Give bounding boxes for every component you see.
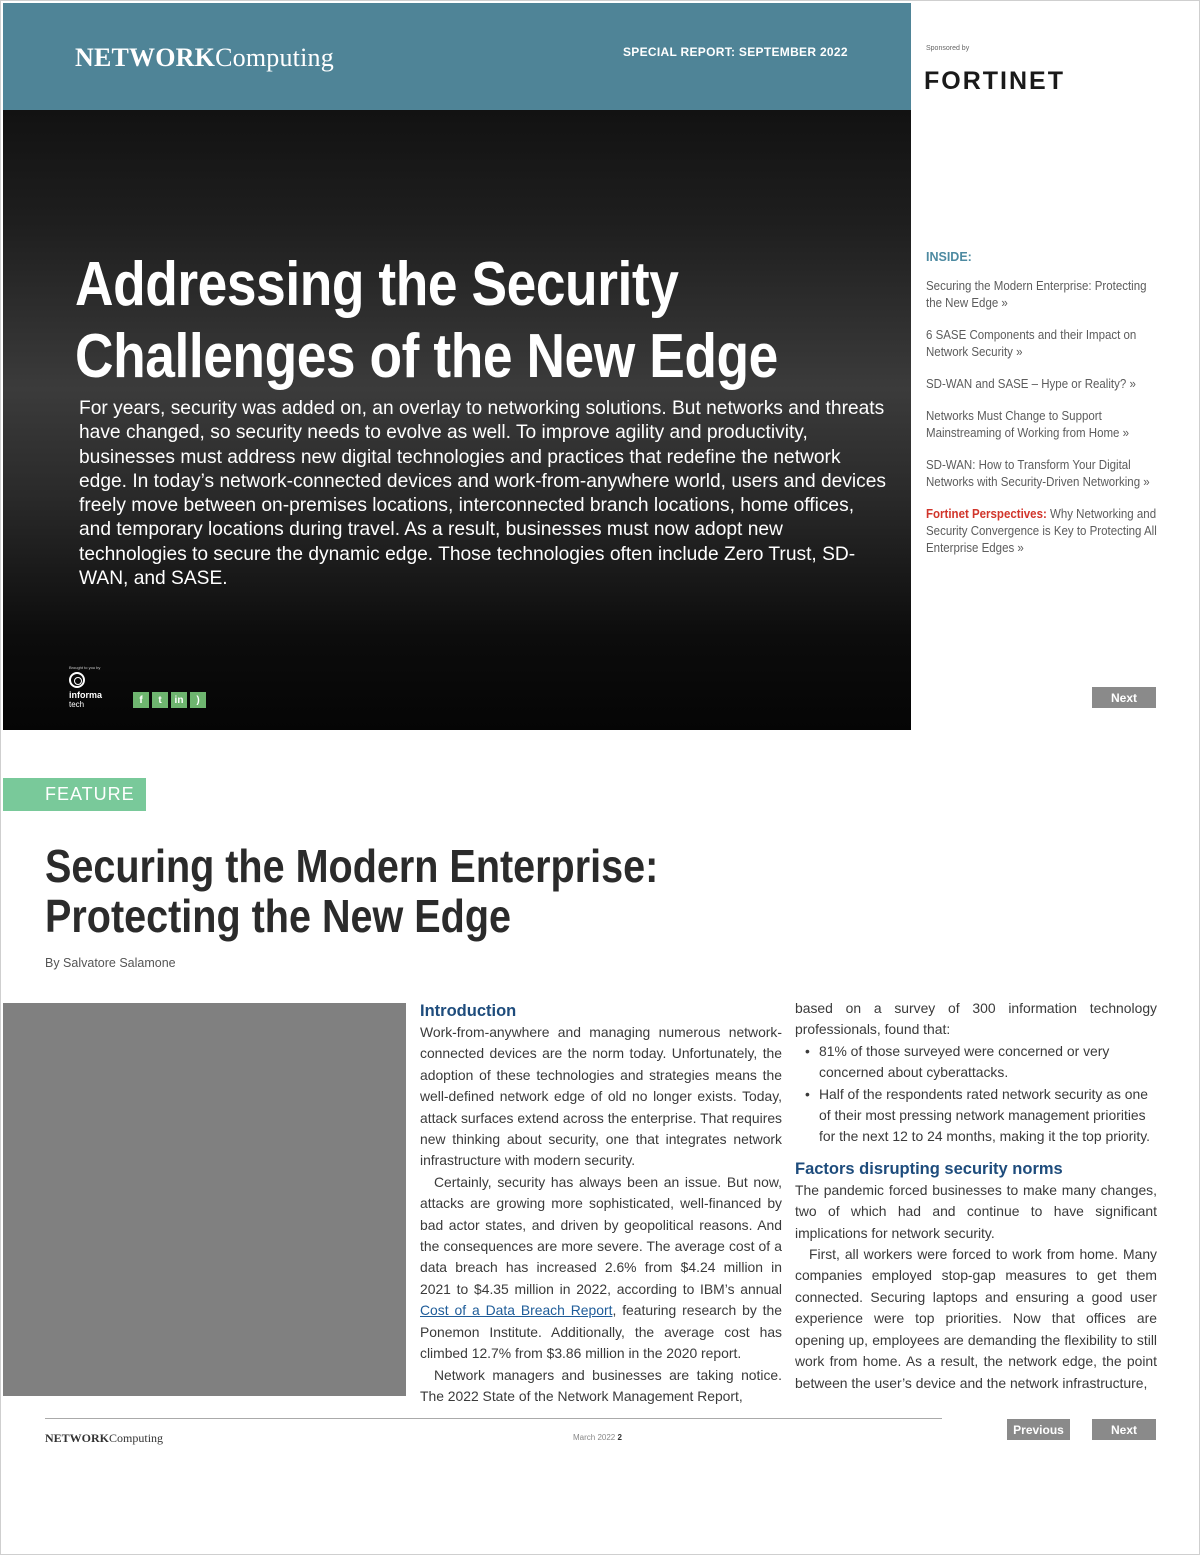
linkedin-icon[interactable]: in bbox=[171, 692, 187, 708]
intro-heading: Introduction bbox=[420, 1002, 517, 1020]
facebook-icon[interactable]: f bbox=[133, 692, 149, 708]
previous-button[interactable]: Previous bbox=[1007, 1419, 1070, 1440]
social-links bbox=[133, 692, 206, 708]
paragraph: Network managers and businesses are taking notice. The 2022 State of the Network Management Report, bbox=[420, 1366, 782, 1404]
toc-item[interactable]: 6 SASE Components and their Impact on Network Security » bbox=[926, 328, 1137, 359]
twitter-icon[interactable]: t bbox=[152, 692, 168, 708]
toc-item[interactable]: Fortinet Perspectives: Why Networking and Security Convergence is Key to Protecting All Enterprise Edges » bbox=[926, 507, 1157, 555]
paragraph: Certainly, security has always been an issue. But now, attacks are growing more sophisticated, well-financed by bad actor states, and driven by geopolitical reasons. And the consequences are more severe. The average cost of a data breach has increased 2.6% from $4.24 million in 2021 to $4.35 million in 2022, according to IBM’s annual Cost of a Data Breach Report, featuring research by the Ponemon Institute. Additionally, the average cost has climbed 12.7% from $3.86 million in the 2020 report. bbox=[420, 1173, 782, 1362]
article-column-2 bbox=[795, 998, 1157, 1394]
informa-logo-subtext: tech bbox=[69, 700, 85, 709]
fortinet-logo: FORTINET bbox=[924, 67, 1065, 95]
article-title: Securing the Modern Enterprise: Protecting the New Edge bbox=[45, 840, 659, 942]
paragraph: First, all workers were forced to work from home. Many companies employed stop-gap measures to get them connected. Securing laptops and ensuring a good user experience were top priorities. Now that offices are opening up, employees are demanding the flexibility to still work from home. As a result, the network edge, the point between the user’s device and the network infrastructure, bbox=[795, 1246, 1157, 1391]
list-item: • Half of the respondents rated network security as one of their most pressing network management priorities for the next 12 to 24 months, making it the top priority. bbox=[805, 1084, 1157, 1148]
toc-item[interactable]: SD-WAN: How to Transform Your Digital Networks with Security-Driven Networking » bbox=[926, 458, 1150, 489]
article-image-placeholder bbox=[3, 1003, 406, 1396]
byline: By Salvatore Salamone bbox=[45, 956, 176, 970]
special-report-label: SPECIAL REPORT: SEPTEMBER 2022 bbox=[623, 45, 848, 59]
footer-divider bbox=[45, 1418, 942, 1419]
informa-logo-text: informa bbox=[69, 690, 103, 700]
breach-report-link[interactable]: Cost of a Data Breach Report bbox=[420, 1302, 613, 1319]
toc-item[interactable]: Securing the Modern Enterprise: Protecting the New Edge » bbox=[926, 279, 1147, 310]
rss-icon[interactable]: ) bbox=[190, 692, 206, 708]
paragraph: The pandemic forced businesses to make many changes, two of which had and continue to have significant implications for network security. bbox=[795, 1181, 1157, 1241]
article-column-1 bbox=[420, 998, 782, 1407]
next-button[interactable]: Next bbox=[1092, 1419, 1156, 1440]
table-of-contents bbox=[926, 278, 1166, 572]
cover-title: Addressing the Security Challenges of the New Edge bbox=[75, 250, 778, 391]
bullet-list bbox=[805, 1041, 1157, 1148]
toc-item[interactable]: Networks Must Change to Support Mainstreaming of Working from Home » bbox=[926, 409, 1130, 440]
cover-next-button[interactable]: Next bbox=[1092, 687, 1156, 708]
sponsored-by-label: Sponsored by bbox=[926, 45, 970, 52]
paragraph: Work-from-anywhere and managing numerous network-connected devices are the norm today. Unfortunately, the adoption of these technologies and strategies means the well-defined network edge of old no longer exists. Today, attack surfaces extend across the enterprise. That requires new thinking about security, one that integrates network infrastructure with modern security. bbox=[420, 1024, 782, 1169]
informa-logo-icon bbox=[69, 672, 85, 688]
factors-heading: Factors disrupting security norms bbox=[795, 1159, 1063, 1178]
footer-brand: NETWORKComputing bbox=[45, 1431, 164, 1445]
toc-item[interactable]: SD-WAN and SASE – Hype or Reality? » bbox=[926, 377, 1136, 391]
network-computing-logo: NETWORKComputing bbox=[75, 43, 334, 72]
feature-tag: FEATURE bbox=[3, 778, 146, 811]
footer-page-info: March 2022 2 bbox=[573, 1433, 622, 1442]
inside-label: INSIDE: bbox=[926, 250, 972, 264]
list-item: • 81% of those surveyed were concerned or very concerned about cyberattacks. bbox=[805, 1041, 1157, 1084]
brought-to-you-by-label: Brought to you by bbox=[69, 665, 101, 670]
cover-intro-text: For years, security was added on, an overlay to networking solutions. But networks and threats have changed, so security needs to evolve as well. To improve agility and productivity, businesses must address new digital technologies and practices that redefine the network edge. In today’s network-connected devices and work-from-anywhere world, users and devices freely move between on-premises locations, interconnected branch locations, home offices, and temporary locations during travel. As a result, businesses must now adopt new technologies to secure the dynamic edge. Those technologies often include Zero Trust, SD-WAN, and SASE. bbox=[79, 398, 886, 590]
paragraph: based on a survey of 300 information technology professionals, found that: bbox=[795, 1000, 1157, 1038]
